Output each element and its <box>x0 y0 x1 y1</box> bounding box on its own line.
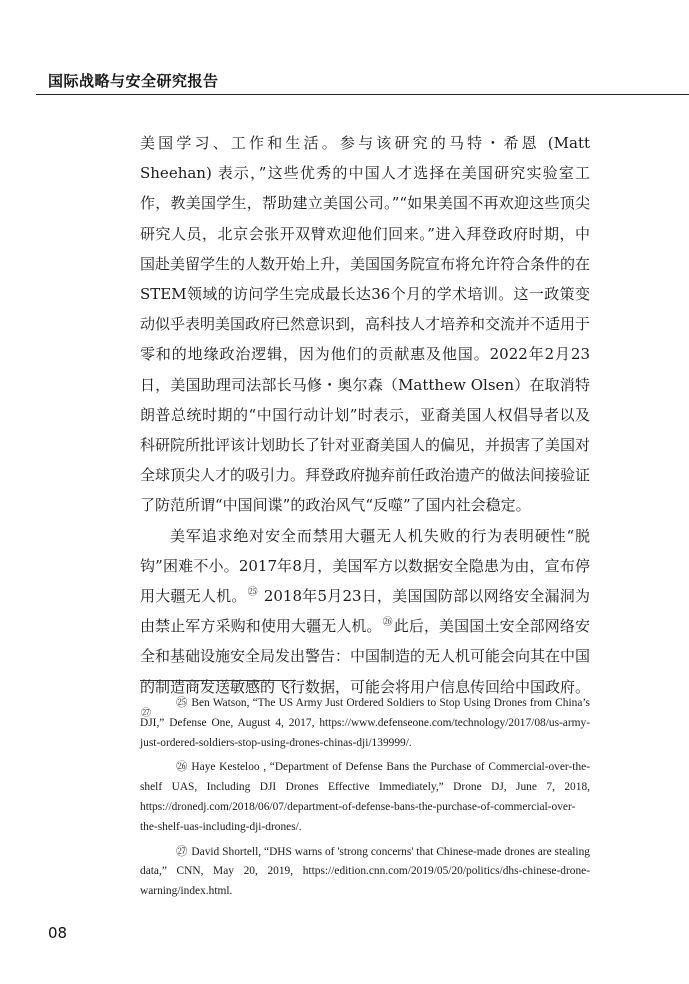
header-rule <box>36 94 689 95</box>
footnote-marker: ㉖ <box>176 761 188 774</box>
body-text <box>140 128 590 732</box>
footnote-25 <box>140 694 590 753</box>
footnote-text: Ben Watson, “The US Army Just Ordered Soldiers to Stop Using Drones from China’s DJI,” Defense One, August 4, 2017, https://www.defenseone.com/technology/2017/08/us-army-just-ordered-soldiers-stop-using-drones-chinas-dji/139999/. <box>140 697 590 749</box>
footnote-text: Haye Kesteloo , “Department of Defense Bans the Purchase of Commercial-over-the-shelf UAS, Including DJI Drones Effective Immediately,” Drone DJ, June 7, 2018, https://dronedj.com/2018/06/07/department-of-defense-bans-the-purchase-of-commercial-over-the-shelf-uas-including-dji-drones/. <box>140 761 590 833</box>
paragraph-1 <box>140 128 590 521</box>
paragraph-1-text: 美国学习、工作和生活。参与该研究的马特・希恩 (Matt Sheehan) 表示，”这些优秀的中国人才选择在美国研究实验室工作，教美国学生，帮助建立美国公司。”“如果美国不再欢迎这些顶尖研究人员，北京会张开双臂欢迎他们回来。”进入拜登政府时期，中国赴美留学生的人数开始上升，美国国务院宣布将允许符合条件的在STEM领域的访问学生完成最长达36个月的学术培训。这一政策变动似乎表明美国政府已然意识到，高科技人才培养和交流并不适用于零和的地缘政治逻辑，因为他们的贡献惠及他国。2022年2月23日，美国助理司法部长马修・奥尔森（Matthew Olsen）在取消特朗普总统时期的“中国行动计划”时表示，亚裔美国人权倡导者以及科研院所批评该计划助长了针对亚裔美国人的偏见，并损害了美国对全球顶尖人才的吸引力。拜登政府抛弃前任政治遗产的做法间接验证了防范所谓“中国间谍”的政治风气“反噬”了国内社会稳定。 <box>140 134 591 515</box>
footnote-rule <box>140 680 296 681</box>
footnote-ref-26[interactable]: ㉖ <box>382 617 393 629</box>
footnote-text: David Shortell, “DHS warns of 'strong concerns' that Chinese-made drones are stealing data,” CNN, May 20, 2019, https://edition.cnn.com/2019/05/20/politics/dhs-chinese-drone-warning/index.html. <box>140 845 590 898</box>
footnote-26 <box>140 758 590 837</box>
paragraph-2-text-2: 2018年5月23日，美国国防部以网络安全漏洞为由禁止军方采购和使用大疆无人机。 <box>140 587 590 636</box>
footnote-ref-25[interactable]: ㉕ <box>247 587 258 599</box>
footnote-marker: ㉗ <box>176 845 188 858</box>
footnotes <box>140 694 590 907</box>
paragraph-2-text-1: 美军追求绝对安全而禁用大疆无人机失败的行为表明硬性“脱钩”困难不小。2017年8月，美国军方以数据安全隐患为由，宣布停用大疆无人机。 <box>140 526 590 606</box>
paragraph-2-text-3: 此后，美国国土安全部网络安全和基础设施安全局发出警告：中国制造的无人机可能会向其在中国的制造商发送敏感的飞行数据，可能会将用户信息传回给中国政府。 <box>140 617 591 696</box>
footnote-ref-27[interactable]: ㉗ <box>141 707 151 719</box>
footnote-marker: ㉕ <box>176 697 188 709</box>
running-header-title: 国际战略与安全研究报告 <box>48 72 219 90</box>
page-number: 08 <box>48 924 68 942</box>
footnote-27 <box>140 843 590 902</box>
